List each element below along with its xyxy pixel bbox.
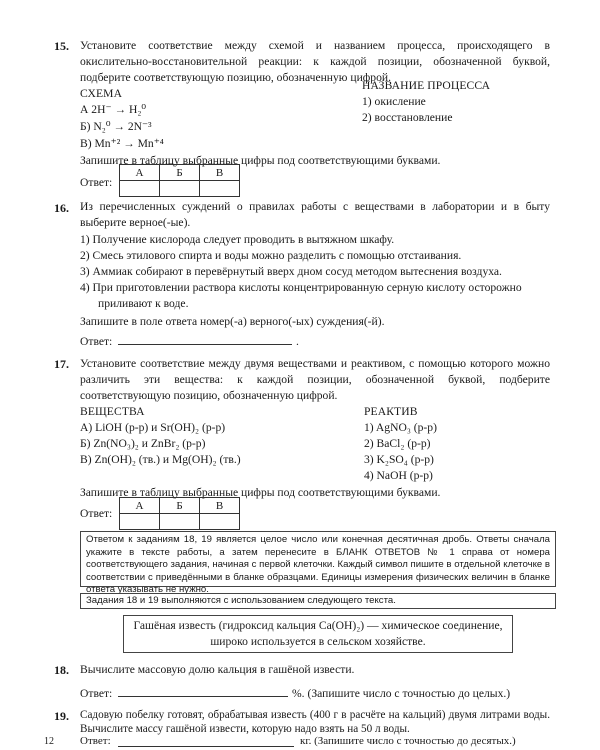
q15-answer-label: Ответ:: [80, 176, 113, 189]
q16-item-2: 2) Смесь этилового спирта и воды можно разделить с помощью отстаивания.: [80, 249, 462, 262]
q17-substance-b: Б) Zn(NO₃)₂ и ZnBr₂ (р-р): [80, 437, 206, 450]
q16-answer-line[interactable]: [118, 344, 292, 345]
q16-item-3: 3) Аммиак собирают в перевёрнутый вверх дном сосуд методом вытеснения воздуха.: [80, 265, 502, 278]
q15-scheme-c: В) Mn⁺² → Mn⁺⁴: [80, 137, 164, 150]
q17-reagent-1: 1) AgNO₃ (р-р): [364, 421, 437, 434]
q17-col-b: Б: [160, 498, 200, 514]
q18-answer-line[interactable]: [118, 696, 288, 697]
q19-answer-label: Ответ:: [80, 735, 111, 747]
info-box-line-1: Гашёная известь (гидроксид кальция Ca(OH)₂) — химическое соединение,: [133, 619, 503, 632]
q16-answer-label: Ответ:: [80, 335, 113, 348]
question-17-text: Установите соответствие между двумя веществами и реактивом, с помощью которого можно различить эти вещества: к каждой позиции, обозначенной буквой, подберите соответствующую позицию, обозначенную цифрой.: [80, 357, 550, 402]
q15-process-1: 1) окисление: [362, 95, 426, 108]
q17-answer-label: Ответ:: [80, 507, 113, 520]
page-number: 12: [44, 736, 54, 747]
q18-answer-label: Ответ:: [80, 687, 113, 700]
q16-item-1: 1) Получение кислорода следует проводить в вытяжном шкафу.: [80, 233, 395, 246]
question-19-text: Садовую побелку готовят, обрабатывая известь (400 г в расчёте на кальций) двумя литрами воды. Вычислите массу гашёной извести, которую надо взять на 50 л воды.: [80, 709, 550, 735]
q17-right-header: РЕАКТИВ: [364, 405, 418, 418]
q16-answer-dot: .: [296, 335, 299, 348]
q17-instruction: Запишите в таблицу выбранные цифры под соответствующими буквами.: [80, 486, 441, 499]
q17-substance-a: А) LiOH (р-р) и Sr(OH)₂ (р-р): [80, 421, 226, 434]
q19-answer-line[interactable]: [118, 746, 294, 747]
q17-reagent-4: 4) NaOH (р-р): [364, 469, 433, 482]
info-box-line-2: широко используется в сельском хозяйстве.: [210, 635, 426, 648]
q15-right-header: НАЗВАНИЕ ПРОЦЕССА: [362, 79, 491, 92]
q15-col-b: Б: [160, 165, 200, 181]
question-16-text: Из перечисленных суждений о правилах работы с веществами в лаборатории и в быту выберите верное(-ые).: [80, 200, 550, 229]
instructions-notice-2: Задания 18 и 19 выполняются с использованием следующего текста.: [80, 593, 556, 609]
question-17-number: 17.: [54, 357, 69, 371]
question-15-text: Установите соответствие между схемой и названием процесса, происходящего в окислительно-восстановительной реакции: к каждой позиции, обозначенной буквой, подберите соответствующую позицию, обозначенную цифрой.: [80, 39, 550, 84]
q15-col-c: В: [200, 165, 240, 181]
question-19-number: 19.: [54, 709, 69, 723]
instructions-notice: Ответом к заданиям 18, 19 является целое число или конечная десятичная дробь. Ответы сначала укажите в тексте работы, а затем перенесите в БЛАНК ОТВЕТОВ № 1 справа от номера соответствующего задания, начиная с первой клеточки. Каждый символ пишите в отдельной клеточке в соответствии с приведёнными в бланке образцами. Единицы измерения физических величин в бланке ответа указывать не нужно.: [80, 531, 556, 587]
q15-answer-cell-c[interactable]: [200, 181, 240, 197]
question-18-number: 18.: [54, 663, 69, 677]
q17-col-c: В: [200, 498, 240, 514]
q17-answer-table: [119, 497, 240, 530]
q15-scheme-a: А 2H⁻ → H₂⁰: [80, 103, 147, 116]
q15-scheme-b: Б) N₂⁰ → 2N⁻³: [80, 120, 152, 133]
q15-answer-cell-b[interactable]: [160, 181, 200, 197]
q17-substance-c: В) Zn(OH)₂ (тв.) и Mg(OH)₂ (тв.): [80, 453, 241, 466]
question-16-number: 16.: [54, 201, 69, 215]
q15-process-2: 2) восстановление: [362, 111, 453, 124]
q17-answer-cell-a[interactable]: [120, 514, 160, 530]
q16-item-4: 4) При приготовлении раствора кислоты концентрированную серную кислоту осторожно: [80, 281, 522, 294]
q15-col-a: А: [120, 165, 160, 181]
q17-reagent-3: 3) K₂SO₄ (р-р): [364, 453, 434, 466]
q17-left-header: ВЕЩЕСТВА: [80, 405, 145, 418]
q15-left-header: СХЕМА: [80, 87, 123, 100]
q16-item-4-cont: приливают к воде.: [98, 297, 189, 310]
info-box: [123, 615, 513, 653]
q16-instruction: Запишите в поле ответа номер(-а) верного(-ых) суждения(-й).: [80, 315, 385, 328]
q17-reagent-2: 2) BaCl₂ (р-р): [364, 437, 431, 450]
q17-answer-cell-c[interactable]: [200, 514, 240, 530]
q15-answer-table: [119, 164, 240, 197]
q15-answer-cell-a[interactable]: [120, 181, 160, 197]
q17-col-a: А: [120, 498, 160, 514]
question-18-text: Вычислите массовую долю кальция в гашёной извести.: [80, 663, 355, 676]
q15-instruction: Запишите в таблицу выбранные цифры под соответствующими буквами.: [80, 154, 441, 167]
q18-answer-suffix: %. (Запишите число с точностью до целых.): [292, 687, 511, 700]
question-15-number: 15.: [54, 39, 69, 53]
q17-answer-cell-b[interactable]: [160, 514, 200, 530]
q19-answer-suffix: кг. (Запишите число с точностью до десятых.): [300, 735, 516, 747]
